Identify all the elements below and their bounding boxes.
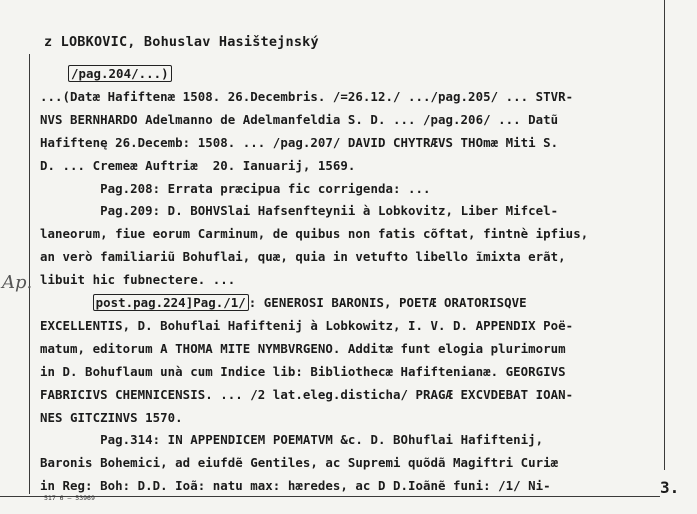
- line-indent: [40, 432, 100, 447]
- bottom-rule: [0, 496, 660, 497]
- line-indent: [40, 295, 93, 310]
- right-margin-rule: [664, 0, 665, 470]
- line-text: Baronis Bohemici, ad eiufdẽ Gentiles, ac Supremi quõdã Magiftri Curiæ: [40, 455, 559, 471]
- text-line: [40, 478, 551, 493]
- line-text: Pag.314: IN APPENDICEM POEMATVM &c. D. BOhuflai Hafiftenij,: [100, 432, 544, 448]
- line-text: in D. Bohuflaum unà cum Indice lib: Bibliothecæ Hafiftenianæ. GEORGIVS: [40, 363, 566, 379]
- line-text: NES GITCZINVS 1570.: [40, 409, 183, 425]
- line-indent: [40, 203, 100, 218]
- boxed-reference: /pag.204/...): [68, 65, 172, 82]
- text-line: [40, 341, 566, 356]
- text-line: [40, 295, 527, 310]
- text-line: [40, 272, 235, 287]
- line-text: an verò familiariũ Bohuflai, quæ, quia in vetufto libello ĩmixta erãt,: [40, 249, 566, 265]
- line-text: : GENEROSI BARONIS, POETÆ ORATORISQVE: [248, 295, 527, 310]
- line-text: D. ... Cremeæ Auftriæ 20. Ianuarij, 1569.: [40, 157, 356, 173]
- text-line: [40, 181, 431, 196]
- margin-annotation: Ap.: [2, 272, 33, 293]
- text-line: [40, 455, 558, 470]
- card-footer-code: 517 6 — 53969: [44, 494, 95, 502]
- text-line: [40, 387, 573, 402]
- text-line: [40, 226, 588, 241]
- line-text: laneorum, fiue eorum Carminum, de quibus non fatis cõftat, fintnè ipfius,: [40, 226, 589, 242]
- text-line: [40, 203, 558, 218]
- text-line: [40, 158, 355, 173]
- text-line: [40, 318, 573, 333]
- line-text: FABRICIVS CHEMNICENSIS. ... /2 lat.eleg.disticha/ PRAGÆ EXCVDEBAT IOAN-: [40, 386, 574, 402]
- line-text: in Reg: Boh: D.D. Ioã: natu max: hæredes, ac D D.Ioãnẽ funi: /1/ Ni-: [40, 478, 551, 494]
- text-line: [40, 89, 573, 104]
- text-line: [40, 135, 558, 150]
- line-text: libuit hic fubnectere. ...: [40, 272, 236, 288]
- card-number: 3.: [660, 478, 680, 497]
- line-text: Hafiftenę 26.Decemb: 1508. ... /pag.207/ DAVID CHYTRÆVS THOmæ Miti S.: [40, 134, 559, 150]
- text-line: [40, 410, 183, 425]
- line-text: Pag.208: Errata præcipua fic corrigenda: ...: [100, 180, 431, 196]
- text-line: [40, 249, 566, 264]
- line-text: ...(Datæ Hafiftenæ 1508. 26.Decembris. /=26.12./ .../pag.205/ ... STVR-: [40, 88, 574, 104]
- card-heading: z LOBKOVIC, Bohuslav Hasištejnský: [44, 34, 319, 50]
- boxed-reference: post.pag.224]Pag./1/: [93, 294, 249, 311]
- line-text: EXCELLENTIS, D. Bohuflai Hafiftenij à Lobkowitz, I. V. D. APPENDIX Poë-: [40, 317, 574, 333]
- text-line: [40, 432, 543, 447]
- line-indent: [40, 181, 100, 196]
- text-line: [68, 66, 172, 81]
- text-line: [40, 112, 558, 127]
- line-text: matum, editorum A THOMA MITE NYMBVRGENO. Additæ funt elogia plurimorum: [40, 340, 566, 356]
- text-line: [40, 364, 566, 379]
- line-text: Pag.209: D. BOHVSlai Hafsenfteynii à Lobkovitz, Liber Mifcel-: [100, 203, 559, 219]
- line-text: NVS BERNHARDO Adelmanno de Adelmanfeldia S. D. ... /pag.206/ ... Datũ: [40, 111, 559, 127]
